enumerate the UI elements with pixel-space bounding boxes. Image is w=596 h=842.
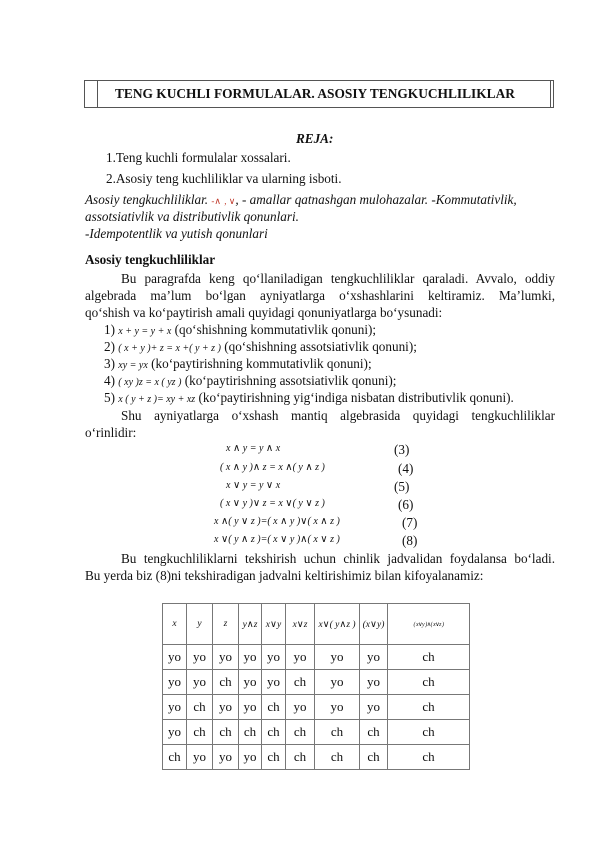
table-cell: yo (163, 695, 187, 720)
table-cell: ch (286, 720, 315, 745)
symbol-and: -∧ (211, 196, 221, 206)
table-cell: yo (213, 645, 239, 670)
law-3 (104, 356, 372, 374)
table-cell: ch (187, 695, 213, 720)
col-header: x (163, 604, 187, 645)
page-title: TENG KUCHLI FORMULALAR. ASOSIY TENGKUCHLILIKLAR (115, 86, 515, 101)
table-cell: yo (187, 745, 213, 770)
title-box-divider (97, 81, 98, 107)
table-cell: ch (388, 670, 470, 695)
para2-line-1 (85, 408, 555, 424)
table-cell: ch (315, 745, 360, 770)
keywords-line-2: assotsiativlik va distributivlik qonunlari. (85, 209, 299, 224)
title-box-divider-right (550, 81, 551, 107)
table-cell: ch (262, 720, 286, 745)
plan-item-2: 2.Asosiy teng kuchliliklar va ularning isboti. (106, 171, 342, 186)
col-header: x∨( y∧z ) (315, 604, 360, 645)
keywords-lead: Asosiy tengkuchliliklar. (85, 192, 209, 207)
table-cell: yo (163, 645, 187, 670)
table-cell: ch (388, 720, 470, 745)
col-header: y∧z (239, 604, 262, 645)
table-cell: yo (239, 670, 262, 695)
para1-line-1 (85, 271, 555, 287)
section-heading: Asosiy tengkuchliliklar (85, 252, 216, 267)
logic-law-3-formula: x ∧ y = y ∧ x (226, 443, 281, 454)
law-1 (104, 322, 376, 340)
keywords-line-3: -Idempotentlik va yutish qonunlari (85, 226, 268, 241)
table-cell: ch (163, 745, 187, 770)
para1-line-3: qo‘shish va ko‘paytirish amali quyidagi qonuniyatlarga bo‘ysunadi: (85, 305, 443, 320)
law-num: 4) (104, 373, 115, 388)
title-box (84, 80, 554, 108)
logic-law-4-formula: ( x ∧ y )∧ z = x ∧( y ∧ z ) (220, 462, 325, 473)
col-header: ( x∨y )∧( x∨z ) (388, 604, 470, 645)
table-cell: yo (187, 645, 213, 670)
logic-law-7-formula: x ∧( y ∨ z )=( x ∧ y )∨( x ∧ z ) (214, 516, 340, 527)
table-cell: yo (187, 670, 213, 695)
table-cell: yo (163, 720, 187, 745)
keywords-line-1 (85, 192, 517, 209)
law-formula: x + y = y + x (118, 326, 172, 337)
col-header: y (187, 604, 213, 645)
para1-line-2: algebrada ma’lum bo‘lgan ayniyatlarga o‘xshashlarini keltiramiz. Ma’lumki, (85, 288, 555, 303)
para3-text-1: Bu tengkuchliliklarni tekshirish uchun chinlik jadvalidan foydalansa bo‘ladi. (121, 551, 555, 566)
table-cell: yo (360, 645, 388, 670)
table-cell: yo (360, 670, 388, 695)
table-cell: yo (239, 695, 262, 720)
law-text: (ko‘paytirishning yig‘indiga nisbatan distributivlik qonuni). (198, 390, 514, 405)
table-cell: yo (213, 745, 239, 770)
truth-table-header-row (163, 604, 470, 645)
para2-text-1: Shu ayniyatlarga o‘xshash mantiq algebrasida quyidagi tengkuchliliklar (121, 408, 555, 423)
para2-line-2: o‘rinlidir: (85, 425, 137, 440)
table-cell: yo (315, 645, 360, 670)
col-header: z (213, 604, 239, 645)
col-header: x∨z (286, 604, 315, 645)
table-cell: ch (213, 670, 239, 695)
law-5 (104, 390, 514, 408)
law-4 (104, 373, 396, 391)
law-text: (qo‘shishning kommutativlik qonuni); (174, 322, 377, 337)
table-cell: yo (262, 670, 286, 695)
table-cell: yo (286, 645, 315, 670)
table-row (163, 645, 470, 670)
law-formula: ( x + y )+ z = x +( y + z ) (118, 343, 221, 354)
table-cell: yo (286, 695, 315, 720)
law-formula: x ( y + z )= xy + xz (118, 394, 196, 405)
law-text: (qo‘shishning assotsiativlik qonuni); (224, 339, 417, 354)
logic-law-5-formula: x ∨ y = y ∨ x (226, 480, 281, 491)
law-text: (ko‘paytirishning assotsiativlik qonuni); (184, 373, 397, 388)
table-cell: ch (388, 695, 470, 720)
table-cell: ch (388, 745, 470, 770)
logic-law-6-formula: ( x ∨ y )∨ z = x ∨( y ∨ z ) (220, 498, 325, 509)
table-cell: ch (262, 695, 286, 720)
table-row (163, 695, 470, 720)
logic-law-7-num: (7) (402, 515, 418, 530)
law-num: 1) (104, 322, 115, 337)
table-cell: ch (286, 745, 315, 770)
logic-law-5-num: (5) (394, 479, 410, 494)
law-formula: xy = yx (118, 360, 148, 371)
table-cell: yo (239, 745, 262, 770)
logic-law-8-num: (8) (402, 533, 418, 548)
truth-table-body (163, 645, 470, 770)
table-row (163, 670, 470, 695)
logic-law-6-num: (6) (398, 497, 414, 512)
table-cell: ch (286, 670, 315, 695)
keywords-mid: , - amallar qatnashgan mulohazalar. -Kommutativlik, (235, 192, 517, 207)
table-row (163, 745, 470, 770)
table-cell: ch (388, 645, 470, 670)
logic-law-4-num: (4) (398, 461, 414, 476)
table-cell: ch (187, 720, 213, 745)
reja-heading: REJA: (296, 131, 334, 146)
para3-line-2: Bu yerda biz (8)ni tekshiradigan jadvalni keltirishimiz bilan kifoyalanamiz: (85, 568, 484, 583)
table-cell: ch (262, 745, 286, 770)
truth-table (162, 603, 470, 770)
table-row (163, 720, 470, 745)
law-2 (104, 339, 417, 357)
table-cell: yo (262, 645, 286, 670)
para1-text-1: Bu paragrafda keng qo‘llaniladigan tengkuchliliklar qaraladi. Avvalo, oddiy (121, 271, 555, 286)
law-text: (ko‘paytirishning kommutativlik qonuni); (151, 356, 372, 371)
logic-law-3-num: (3) (394, 442, 410, 457)
law-num: 5) (104, 390, 115, 405)
table-cell: yo (213, 695, 239, 720)
table-cell: ch (360, 745, 388, 770)
table-cell: ch (213, 720, 239, 745)
law-formula: ( xy )z = x ( yz ) (118, 377, 182, 388)
law-num: 3) (104, 356, 115, 371)
col-header: (x∨y) (360, 604, 388, 645)
table-cell: yo (163, 670, 187, 695)
symbol-or: , ∨ (224, 196, 236, 206)
para3-line-1 (85, 551, 555, 567)
table-cell: yo (360, 695, 388, 720)
table-cell: yo (239, 645, 262, 670)
table-cell: yo (315, 670, 360, 695)
table-cell: ch (360, 720, 388, 745)
logic-law-8-formula: x ∨( y ∧ z )=( x ∨ y )∧( x ∨ z ) (214, 534, 340, 545)
law-num: 2) (104, 339, 115, 354)
table-cell: yo (315, 695, 360, 720)
table-cell: ch (239, 720, 262, 745)
col-header: x∨y (262, 604, 286, 645)
table-cell: ch (315, 720, 360, 745)
plan-item-1: 1.Teng kuchli formulalar xossalari. (106, 150, 291, 165)
